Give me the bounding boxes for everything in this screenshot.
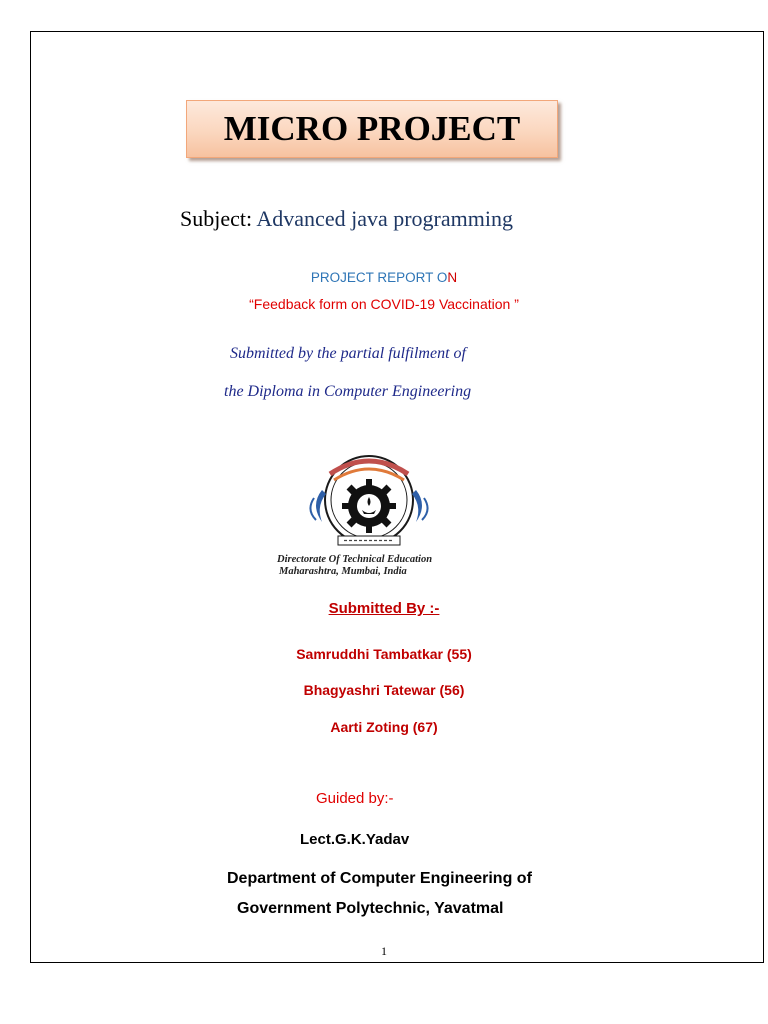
subject-value: Advanced java programming [256,206,513,231]
subject-line [180,206,513,232]
submission-line-1: Submitted by the partial fulfilment of [230,345,466,362]
department-line-2: Government Polytechnic, Yavatmal [237,900,504,917]
report-label-part1: PROJECT REPORT O [310,270,448,285]
page-number: 1 [381,944,387,958]
logo-caption-line-1: Directorate Of Technical Education [277,554,433,565]
submitted-by-heading: Submitted By :- [328,600,440,617]
report-title: “Feedback form on COVID-19 Vaccination ” [249,296,519,312]
dte-logo [300,450,438,550]
department-line-1: Department of Computer Engineering of [227,870,532,887]
member-item: Samruddhi Tambatkar (55) [296,646,472,662]
guide-name: Lect.G.K.Yadav [300,831,410,848]
report-label-part2: N [447,270,458,285]
document-title: MICRO PROJECT [223,109,521,148]
dte-emblem-icon [300,450,438,550]
subject-label: Subject: [180,206,253,231]
title-box [186,100,558,158]
submission-line-2: the Diploma in Computer Engineering [224,383,472,400]
project-report-label [0,270,768,285]
logo-caption-line-2: Maharashtra, Mumbai, India [279,566,407,577]
guided-by-heading: Guided by:- [316,790,394,807]
member-item: Bhagyashri Tatewar (56) [303,682,465,698]
member-item: Aarti Zoting (67) [330,719,438,735]
